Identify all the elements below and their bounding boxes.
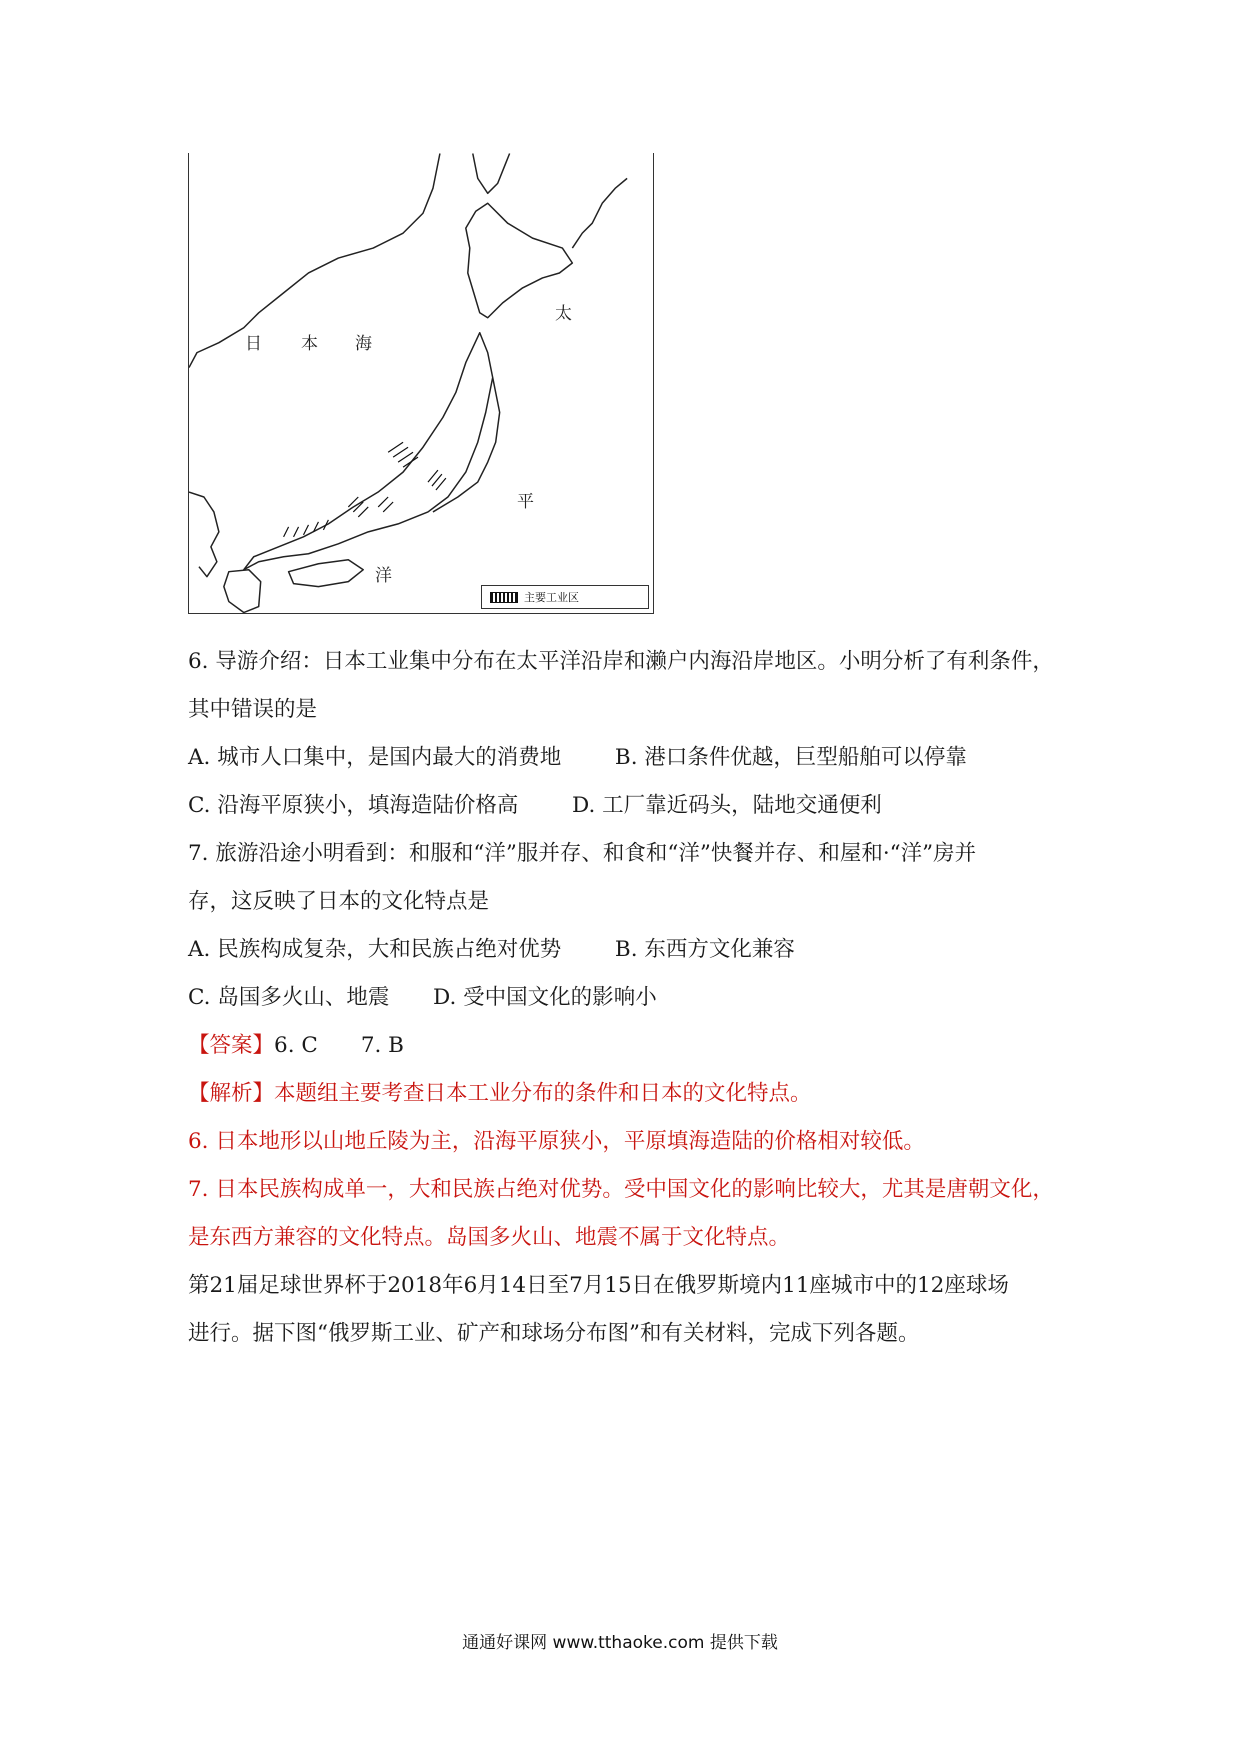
honshu-pacific-coast [433,378,500,512]
q6-option-b: B. 港口条件优越，巨型船舶可以停靠 [614,745,967,770]
answer-tag: 【答案】 [188,1033,275,1058]
q7-option-b: B. 东西方文化兼容 [614,937,795,962]
map-legend [481,585,649,609]
q6-options-cd [188,792,1068,820]
q6-options-ab [188,744,1068,772]
shikoku-coast [289,560,364,587]
analysis-item7-line2: 是东西方兼容的文化特点。岛国多火山、地震不属于文化特点。 [188,1225,791,1250]
analysis-item7-line1: 7. 日本民族构成单一，大和民族占绝对优势。受中国文化的影响比较大，尤其是唐朝文化， [188,1177,1054,1202]
kyushu-coast [224,570,261,613]
analysis-item6: 6. 日本地形以山地丘陵为主，沿海平原狭小，平原填海造陆的价格相对较低。 [188,1129,925,1154]
industrial-zones [284,442,446,537]
q7-options-ab [188,936,1068,964]
q7-option-a: A. 民族构成复杂，大和民族占绝对优势 [188,937,562,962]
answer-line [188,1032,1068,1060]
q6-line2: 其中错误的是 [188,697,318,722]
q7-line1: 7. 旅游沿途小明看到：和服和“洋”服并存、和食和“洋”快餐并存、和屋和·“洋”房并 [188,841,977,866]
label-pacific-3: 洋 [375,566,392,586]
intro-line1: 第21届足球世界杯于2018年6月14日至7月15日在俄罗斯境内11座城市中的12座球场 [188,1273,1009,1298]
q7-option-c: C. 岛国多火山、地震 [188,985,390,1010]
q7-options-cd [188,984,1068,1012]
q6-option-d: D. 工厂靠近码头，陆地交通便利 [572,793,882,818]
industrial-zone-legend-icon [490,592,518,603]
intro-line2: 进行。据下图“俄罗斯工业、矿产和球场分布图”和有关材料，完成下列各题。 [188,1321,920,1346]
q7-line2: 存，这反映了日本的文化特点是 [188,889,490,914]
label-sea-japan-3: 海 [355,334,372,354]
q6-line1: 6. 导游介绍：日本工业集中分布在太平洋沿岸和濑户内海沿岸地区。小明分析了有利条件， [188,649,1054,674]
q6-option-c: C. 沿海平原狭小，填海造陆价格高 [188,793,519,818]
sakhalin-coast [473,153,510,193]
q7-option-d: D. 受中国文化的影响小 [433,985,657,1010]
analysis-tag: 【解析】 [188,1081,275,1106]
legend-label: 主要工业区 [524,591,579,604]
page-footer: 通通好课网 www.tthaoke.com 提供下载 [462,1633,778,1653]
japan-map [188,153,654,614]
q6-option-a: A. 城市人口集中，是国内最大的消费地 [188,745,562,770]
label-pacific-2: 平 [517,492,534,512]
label-pacific-1: 太 [555,304,572,324]
japan-map-drawing [189,153,653,613]
label-sea-japan-2: 本 [301,334,318,354]
analysis-line [188,1080,1068,1108]
honshu-coast [244,333,493,570]
korea-coast [189,492,219,577]
analysis-text: 本题组主要考查日本工业分布的条件和日本的文化特点。 [274,1081,812,1106]
label-sea-japan-1: 日 [245,334,262,354]
answer-text: 6. C 7. B [274,1033,404,1058]
kuril-islands [572,178,627,248]
